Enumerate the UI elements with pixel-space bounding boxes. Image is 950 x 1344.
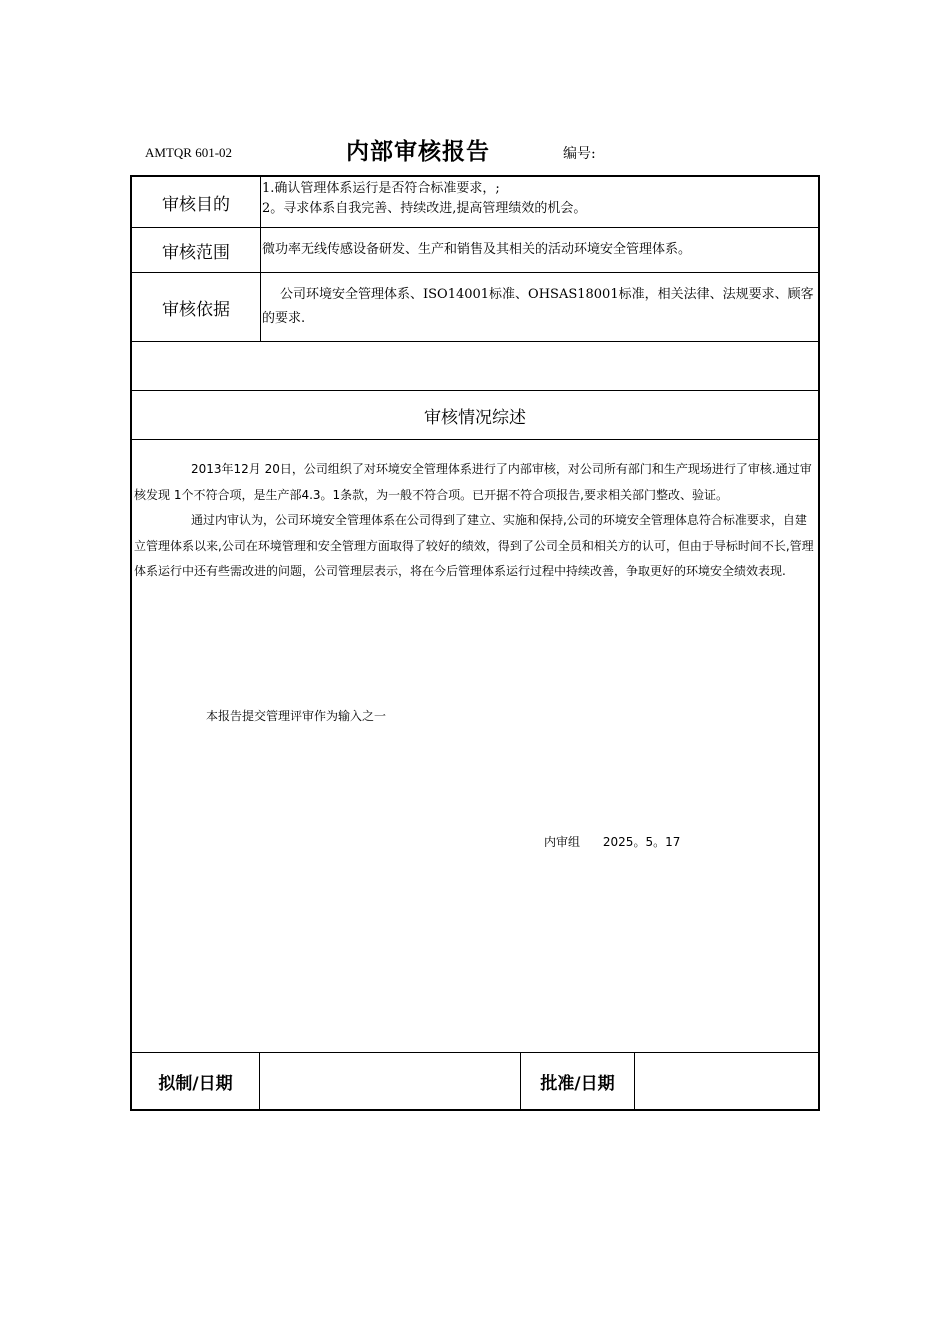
audit-purpose-row (132, 177, 818, 228)
summary-paragraph-2: 通过内审认为，公司环境安全管理体系在公司得到了建立、实施和保持,公司的环境安全管理体息符合标准要求，自建立管理体系以来,公司在环境管理和安全管理方面取得了较好的绩效，得到了公司全员和相关方的认可，但由于导标时间不长,管理体系运行中还有些需改进的问题，公司管理层表示，将在今后管理体系运行过程中持续改善，争取更好的环境安全绩效表现. (134, 513, 814, 578)
audit-scope-label: 审核范围 (132, 228, 261, 272)
audit-purpose-value (262, 177, 814, 227)
audit-scope-row (132, 228, 818, 273)
audit-scope-value: 微功率无线传感设备研发、生产和销售及其相关的活动环境安全管理体系。 (262, 242, 692, 257)
approved-date-label: 批准/日期 (521, 1053, 635, 1109)
audit-basis-row (132, 273, 818, 342)
summary-body (134, 457, 816, 585)
audit-purpose-label: 审核目的 (132, 177, 261, 227)
submit-note: 本报告提交管理评审作为输入之一 (206, 709, 387, 723)
audit-purpose-line-2: 2。寻求体系自我完善、持续改进,提高管理绩效的机会。 (262, 201, 587, 216)
document-title: 内部审核报告 (346, 139, 490, 165)
signoff-date: 2025。5。17 (602, 835, 681, 849)
prepared-date-label: 拟制/日期 (132, 1053, 260, 1109)
signature-row (132, 1052, 818, 1109)
audit-purpose-line-1: 1.确认管理体系运行是否符合标准要求，; (262, 181, 500, 196)
audit-basis-value: 公司环境安全管理体系、ISO14001标准、OHSAS18001标准，相关法律、法规要求、顾客的要求. (262, 287, 814, 326)
summary-heading-row (132, 391, 818, 440)
signoff-group: 内审组 (544, 835, 581, 849)
form-code: AMTQR 601-02 (145, 145, 233, 160)
signoff (544, 833, 680, 850)
empty-row (132, 342, 818, 391)
number-label: 编号: (563, 146, 596, 162)
summary-heading: 审核情况综述 (424, 407, 526, 428)
approved-date-field[interactable] (635, 1053, 818, 1109)
summary-paragraph-1: 2013年12月 20日，公司组织了对环境安全管理体系进行了内部审核，对公司所有部门和生产现场进行了审核.通过审核发现 1个不符合项，是生产部4.3。1条款，为一般不符合项。已开据不符合项报告,要求相关部门整改、验证。 (134, 462, 812, 502)
prepared-date-field[interactable] (260, 1053, 521, 1109)
report-table (130, 175, 820, 1111)
audit-basis-label: 审核依据 (132, 273, 261, 341)
